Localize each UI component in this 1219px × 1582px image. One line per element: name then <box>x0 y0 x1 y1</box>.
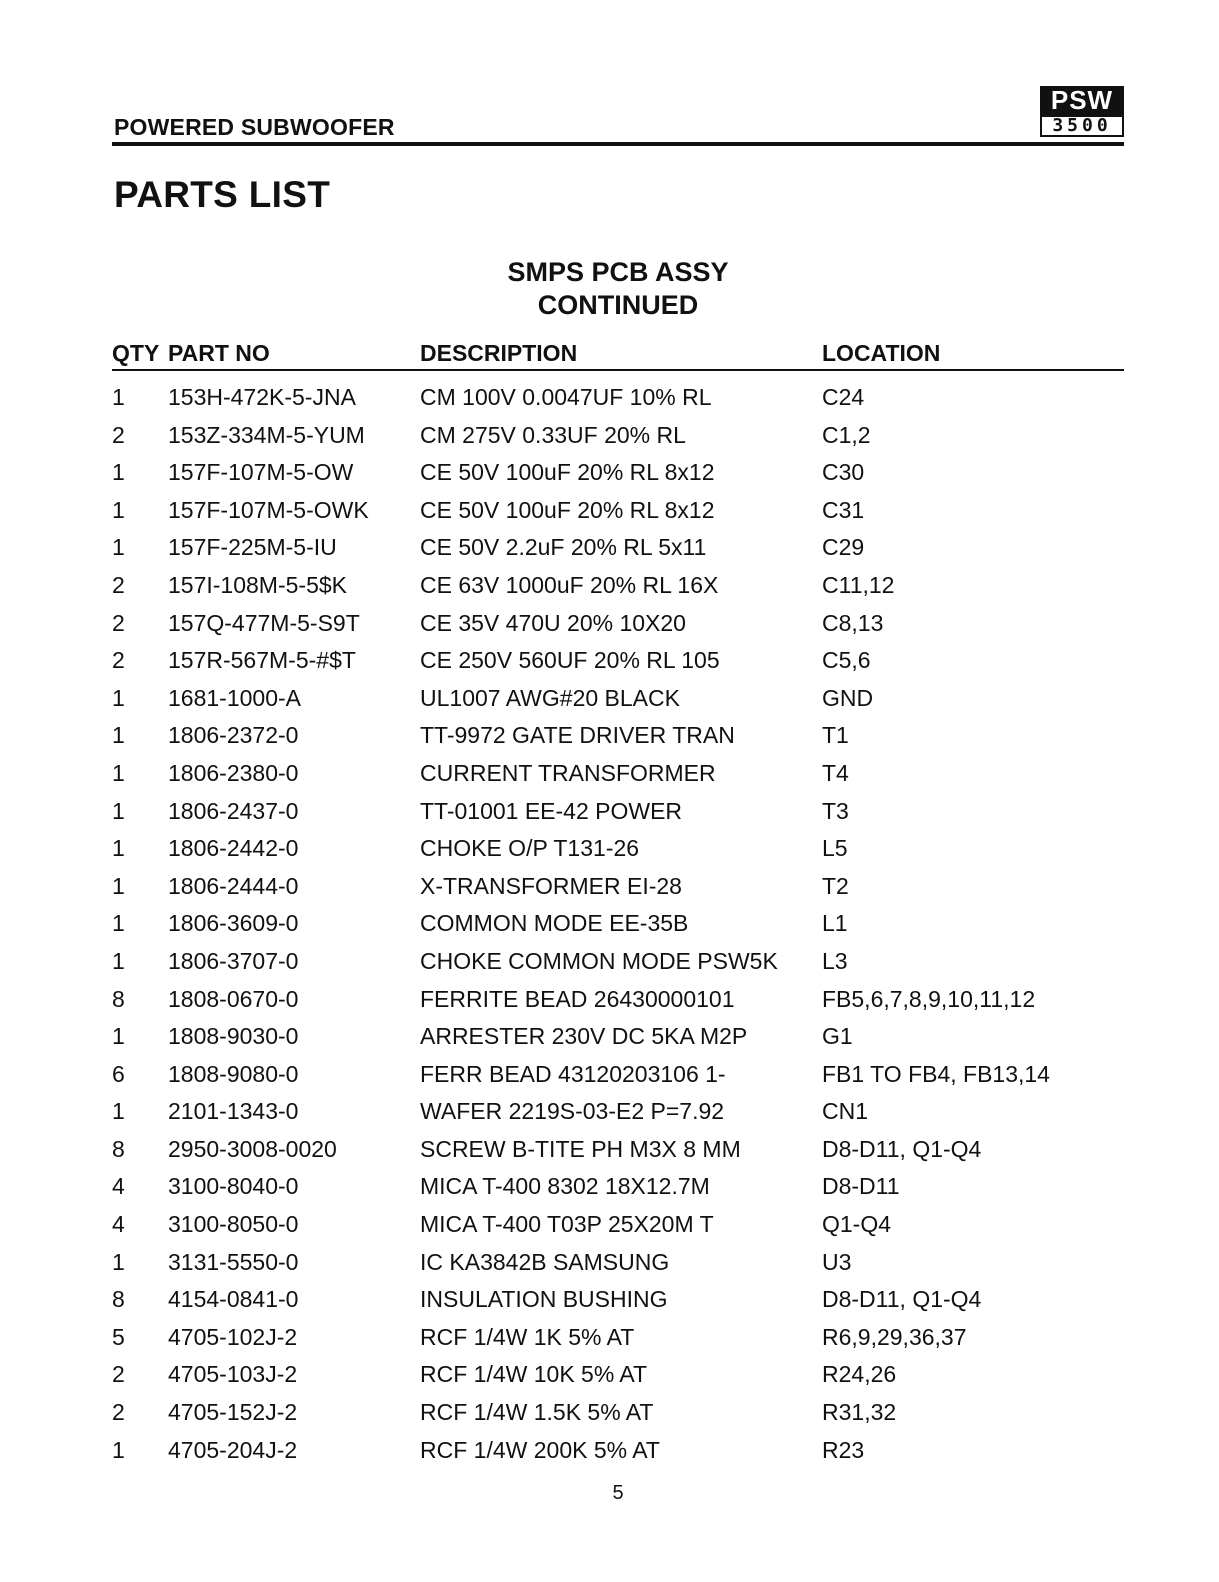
part-no-cell: 1806-2372-0 <box>168 722 299 749</box>
description-cell: COMMON MODE EE-35B <box>420 910 689 937</box>
part-no-cell: 2950-3008-0020 <box>168 1135 337 1162</box>
part-no-cell: 1808-0670-0 <box>168 985 299 1012</box>
location-cell: R31,32 <box>822 1399 897 1426</box>
location-cell: T2 <box>822 872 849 899</box>
table-row <box>0 868 1219 906</box>
table-row <box>0 454 1219 492</box>
table-row <box>0 1056 1219 1094</box>
location-cell: T4 <box>822 759 849 786</box>
header-title: POWERED SUBWOOFER <box>114 114 395 140</box>
qty-cell: 1 <box>112 459 125 486</box>
column-header-description: DESCRIPTION <box>420 340 578 366</box>
qty-cell: 2 <box>112 421 125 448</box>
description-cell: CE 50V 2.2uF 20% RL 5x11 <box>420 534 707 561</box>
location-cell: D8-D11, Q1-Q4 <box>822 1286 982 1313</box>
description-cell: CURRENT TRANSFORMER <box>420 759 716 786</box>
table-row <box>0 981 1219 1019</box>
table-row <box>0 492 1219 530</box>
description-cell: CE 35V 470U 20% 10X20 <box>420 609 686 636</box>
description-cell: FERRITE BEAD 26430000101 <box>420 985 735 1012</box>
description-cell: CE 250V 560UF 20% RL 105 <box>420 647 720 674</box>
description-cell: CHOKE COMMON MODE PSW5K <box>420 947 778 974</box>
part-no-cell: 1806-2380-0 <box>168 759 299 786</box>
qty-cell: 4 <box>112 1173 125 1200</box>
column-header-location: LOCATION <box>822 340 941 366</box>
table-row <box>0 943 1219 981</box>
description-cell: MICA T-400 8302 18X12.7M <box>420 1173 710 1200</box>
location-cell: T3 <box>822 797 849 824</box>
location-cell: C11,12 <box>822 571 895 598</box>
part-no-cell: 2101-1343-0 <box>168 1098 299 1125</box>
description-cell: TT-9972 GATE DRIVER TRAN <box>420 722 735 749</box>
part-no-cell: 1806-2442-0 <box>168 835 299 862</box>
location-cell: U3 <box>822 1248 852 1275</box>
location-cell: R6,9,29,36,37 <box>822 1323 967 1350</box>
location-cell: D8-D11 <box>822 1173 900 1200</box>
table-row <box>0 379 1219 417</box>
table-row <box>0 905 1219 943</box>
location-cell: L1 <box>822 910 848 937</box>
table-row <box>0 717 1219 755</box>
parts-table-body <box>0 379 1219 1469</box>
location-cell: T1 <box>822 722 849 749</box>
location-cell: R23 <box>822 1436 865 1463</box>
part-no-cell: 157F-225M-5-IU <box>168 534 337 561</box>
part-no-cell: 3100-8040-0 <box>168 1173 299 1200</box>
table-row <box>0 1018 1219 1056</box>
location-cell: L3 <box>822 947 848 974</box>
location-cell: C31 <box>822 496 865 523</box>
description-cell: MICA T-400 T03P 25X20M T <box>420 1211 714 1238</box>
part-no-cell: 157I-108M-5-5$K <box>168 571 347 598</box>
location-cell: D8-D11, Q1-Q4 <box>822 1135 982 1162</box>
location-cell: Q1-Q4 <box>822 1211 892 1238</box>
location-cell: C5,6 <box>822 647 871 674</box>
qty-cell: 5 <box>112 1323 125 1350</box>
part-no-cell: 1681-1000-A <box>168 684 301 711</box>
part-no-cell: 157R-567M-5-#$T <box>168 647 356 674</box>
part-no-cell: 157F-107M-5-OW <box>168 459 354 486</box>
table-row <box>0 1394 1219 1432</box>
header-divider <box>112 142 1124 146</box>
qty-cell: 8 <box>112 1135 125 1162</box>
part-no-cell: 4705-204J-2 <box>168 1436 298 1463</box>
qty-cell: 4 <box>112 1211 125 1238</box>
location-cell: C29 <box>822 534 865 561</box>
part-no-cell: 157Q-477M-5-S9T <box>168 609 360 636</box>
description-cell: RCF 1/4W 10K 5% AT <box>420 1361 648 1388</box>
qty-cell: 1 <box>112 872 125 899</box>
table-row <box>0 1356 1219 1394</box>
qty-cell: 1 <box>112 910 125 937</box>
table-header-divider <box>112 369 1124 371</box>
description-cell: UL1007 AWG#20 BLACK <box>420 684 680 711</box>
column-header-qty: QTY <box>112 340 160 366</box>
table-row <box>0 417 1219 455</box>
location-cell: C24 <box>822 384 865 410</box>
psw-3500-logo <box>1040 86 1124 138</box>
table-row <box>0 830 1219 868</box>
part-no-cell: 1806-2437-0 <box>168 797 299 824</box>
table-row <box>0 567 1219 605</box>
table-row <box>0 1131 1219 1169</box>
qty-cell: 1 <box>112 759 125 786</box>
description-cell: CHOKE O/P T131-26 <box>420 835 640 862</box>
qty-cell: 1 <box>112 1248 125 1275</box>
table-row <box>0 642 1219 680</box>
table-row <box>0 755 1219 793</box>
qty-cell: 2 <box>112 1399 125 1426</box>
description-cell: SCREW B-TITE PH M3X 8 MM <box>420 1135 741 1162</box>
qty-cell: 1 <box>112 534 125 561</box>
qty-cell: 2 <box>112 571 125 598</box>
location-cell: C1,2 <box>822 421 871 448</box>
description-cell: CE 50V 100uF 20% RL 8x12 <box>420 459 715 486</box>
qty-cell: 2 <box>112 609 125 636</box>
location-cell: L5 <box>822 835 848 862</box>
location-cell: GND <box>822 684 874 711</box>
description-cell: INSULATION BUSHING <box>420 1286 668 1313</box>
qty-cell: 2 <box>112 1361 125 1388</box>
description-cell: CE 63V 1000uF 20% RL 16X <box>420 571 719 598</box>
location-cell: C8,13 <box>822 609 884 636</box>
location-cell: C30 <box>822 459 865 486</box>
qty-cell: 2 <box>112 647 125 674</box>
part-no-cell: 157F-107M-5-OWK <box>168 496 369 523</box>
description-cell: RCF 1/4W 1K 5% AT <box>420 1323 635 1350</box>
description-cell: RCF 1/4W 1.5K 5% AT <box>420 1399 654 1426</box>
part-no-cell: 153H-472K-5-JNA <box>168 384 356 410</box>
part-no-cell: 1806-3707-0 <box>168 947 299 974</box>
table-row <box>0 1319 1219 1357</box>
description-cell: TT-01001 EE-42 POWER <box>420 797 683 824</box>
part-no-cell: 1808-9030-0 <box>168 1023 299 1050</box>
table-row <box>0 1168 1219 1206</box>
qty-cell: 1 <box>112 496 125 523</box>
part-no-cell: 3100-8050-0 <box>168 1211 299 1238</box>
qty-cell: 1 <box>112 797 125 824</box>
section-title-line2: CONTINUED <box>537 290 699 320</box>
qty-cell: 8 <box>112 1286 125 1313</box>
page-number: 5 <box>612 1482 624 1504</box>
location-cell: CN1 <box>822 1098 869 1125</box>
part-no-cell: 153Z-334M-5-YUM <box>168 421 365 448</box>
description-cell: WAFER 2219S-03-E2 P=7.92 <box>420 1098 725 1125</box>
description-cell: IC KA3842B SAMSUNG <box>420 1248 670 1275</box>
location-cell: FB1 TO FB4, FB13,14 <box>822 1060 1050 1087</box>
qty-cell: 1 <box>112 1098 125 1125</box>
logo-top-text: PSW <box>1040 86 1124 115</box>
page-title: PARTS LIST <box>114 174 331 215</box>
part-no-cell: 1808-9080-0 <box>168 1060 299 1087</box>
location-cell: G1 <box>822 1023 853 1050</box>
table-row <box>0 1206 1219 1244</box>
part-no-cell: 4154-0841-0 <box>168 1286 299 1313</box>
section-title-line1: SMPS PCB ASSY <box>507 257 729 287</box>
part-no-cell: 3131-5550-0 <box>168 1248 299 1275</box>
part-no-cell: 1806-2444-0 <box>168 872 299 899</box>
table-row <box>0 1093 1219 1131</box>
description-cell: X-TRANSFORMER EI-28 <box>420 872 682 899</box>
section-title <box>0 256 1219 322</box>
table-row <box>0 1244 1219 1282</box>
qty-cell: 1 <box>112 384 125 410</box>
description-cell: RCF 1/4W 200K 5% AT <box>420 1436 660 1463</box>
part-no-cell: 4705-102J-2 <box>168 1323 298 1350</box>
table-row <box>0 1281 1219 1319</box>
qty-cell: 8 <box>112 985 125 1012</box>
column-header-part-no: PART NO <box>168 340 270 366</box>
table-row <box>0 605 1219 643</box>
qty-cell: 1 <box>112 684 125 711</box>
part-no-cell: 4705-103J-2 <box>168 1361 298 1388</box>
description-cell: CM 275V 0.33UF 20% RL <box>420 421 686 448</box>
qty-cell: 6 <box>112 1060 125 1087</box>
location-cell: R24,26 <box>822 1361 897 1388</box>
qty-cell: 1 <box>112 947 125 974</box>
qty-cell: 1 <box>112 1023 125 1050</box>
description-cell: ARRESTER 230V DC 5KA M2P <box>420 1023 748 1050</box>
description-cell: FERR BEAD 43120203106 1- <box>420 1060 726 1087</box>
logo-bottom-text: 3500 <box>1040 115 1124 137</box>
qty-cell: 1 <box>112 722 125 749</box>
location-cell: FB5,6,7,8,9,10,11,12 <box>822 985 1036 1012</box>
description-cell: CM 100V 0.0047UF 10% RL <box>420 384 712 410</box>
table-row <box>0 1432 1219 1470</box>
part-no-cell: 1806-3609-0 <box>168 910 299 937</box>
description-cell: CE 50V 100uF 20% RL 8x12 <box>420 496 715 523</box>
part-no-cell: 4705-152J-2 <box>168 1399 298 1426</box>
table-row <box>0 529 1219 567</box>
qty-cell: 1 <box>112 835 125 862</box>
table-row <box>0 793 1219 831</box>
table-row <box>0 680 1219 718</box>
qty-cell: 1 <box>112 1436 125 1463</box>
